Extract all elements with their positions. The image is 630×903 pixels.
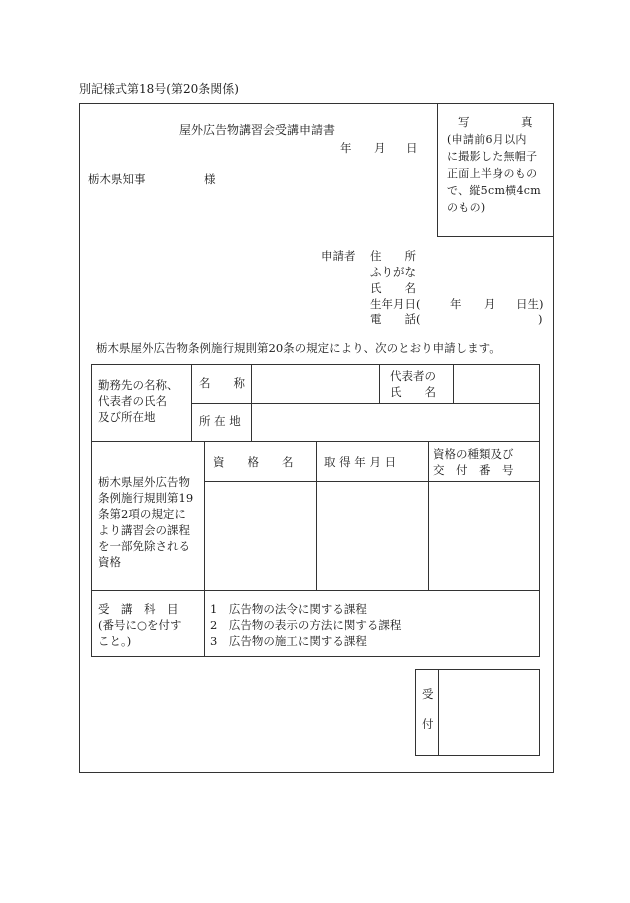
applicant-birthdate-label: 生年月日(: [370, 297, 421, 311]
applicant-name-label: 氏 名: [370, 281, 416, 295]
applicant-phone-label: 電 話(: [370, 312, 421, 326]
applicant-label: 申請者: [321, 249, 356, 263]
applicant-address-label: 住 所: [370, 249, 416, 263]
photo-title-2: 真: [521, 115, 533, 129]
acquisition-date-header: 取 得 年 月 日: [324, 455, 397, 469]
applicant-furigana-label: ふりがな: [370, 265, 416, 279]
qualification-name-header: 資 格 名: [213, 455, 294, 469]
receipt-label-1: 受: [422, 687, 434, 701]
photo-instructions: (申請前6月以内 に撮影した無帽子 正面上半身のもの で、縦5cm横4cm のもの): [447, 133, 541, 214]
applicant-phone-close: ): [538, 312, 543, 326]
date-day-label: 日: [406, 141, 418, 155]
receipt-label-2: 付: [422, 717, 434, 731]
qualification-section-label: 栃木県屋外広告物 条例施行規則第19 条第2項の規定に より講習会の課程 を一部免除される 資格: [98, 475, 194, 569]
courses-section-label: 受 講 科 目 (番号に○を付す こと。): [98, 602, 182, 648]
representative-name-label: 代表者の 氏 名: [390, 369, 436, 399]
employer-name-label: 名 称: [199, 376, 245, 390]
date-month-label: 月: [374, 141, 386, 155]
application-statement: 栃木県屋外広告物条例施行規則第20条の規定により、次のとおり申請します。: [96, 341, 501, 355]
course-item: 1 広告物の法令に関する課程: [210, 602, 367, 616]
birthdate-year-label: 年: [450, 297, 462, 311]
employer-section-label: 勤務先の名称、 代表者の氏名 及び所在地: [98, 378, 179, 424]
birthdate-month-label: 月: [484, 297, 496, 311]
birthdate-day-label: 日生): [516, 297, 544, 311]
form-number-note: 別記様式第18号(第20条関係): [79, 82, 239, 96]
addressee-honorific: 様: [204, 172, 216, 186]
employer-location-label: 所 在 地: [199, 414, 241, 428]
form-title: 屋外広告物講習会受講申請書: [179, 123, 336, 137]
addressee-name: 栃木県知事: [88, 172, 146, 186]
course-item: 3 広告物の施工に関する課程: [210, 634, 367, 648]
photo-title-1: 写: [458, 115, 470, 129]
course-item: 2 広告物の表示の方法に関する課程: [210, 618, 402, 632]
qualification-type-header: 資格の種類及び 交 付 番 号: [433, 447, 514, 477]
receipt-box: [415, 669, 540, 756]
date-year-label: 年: [340, 141, 352, 155]
